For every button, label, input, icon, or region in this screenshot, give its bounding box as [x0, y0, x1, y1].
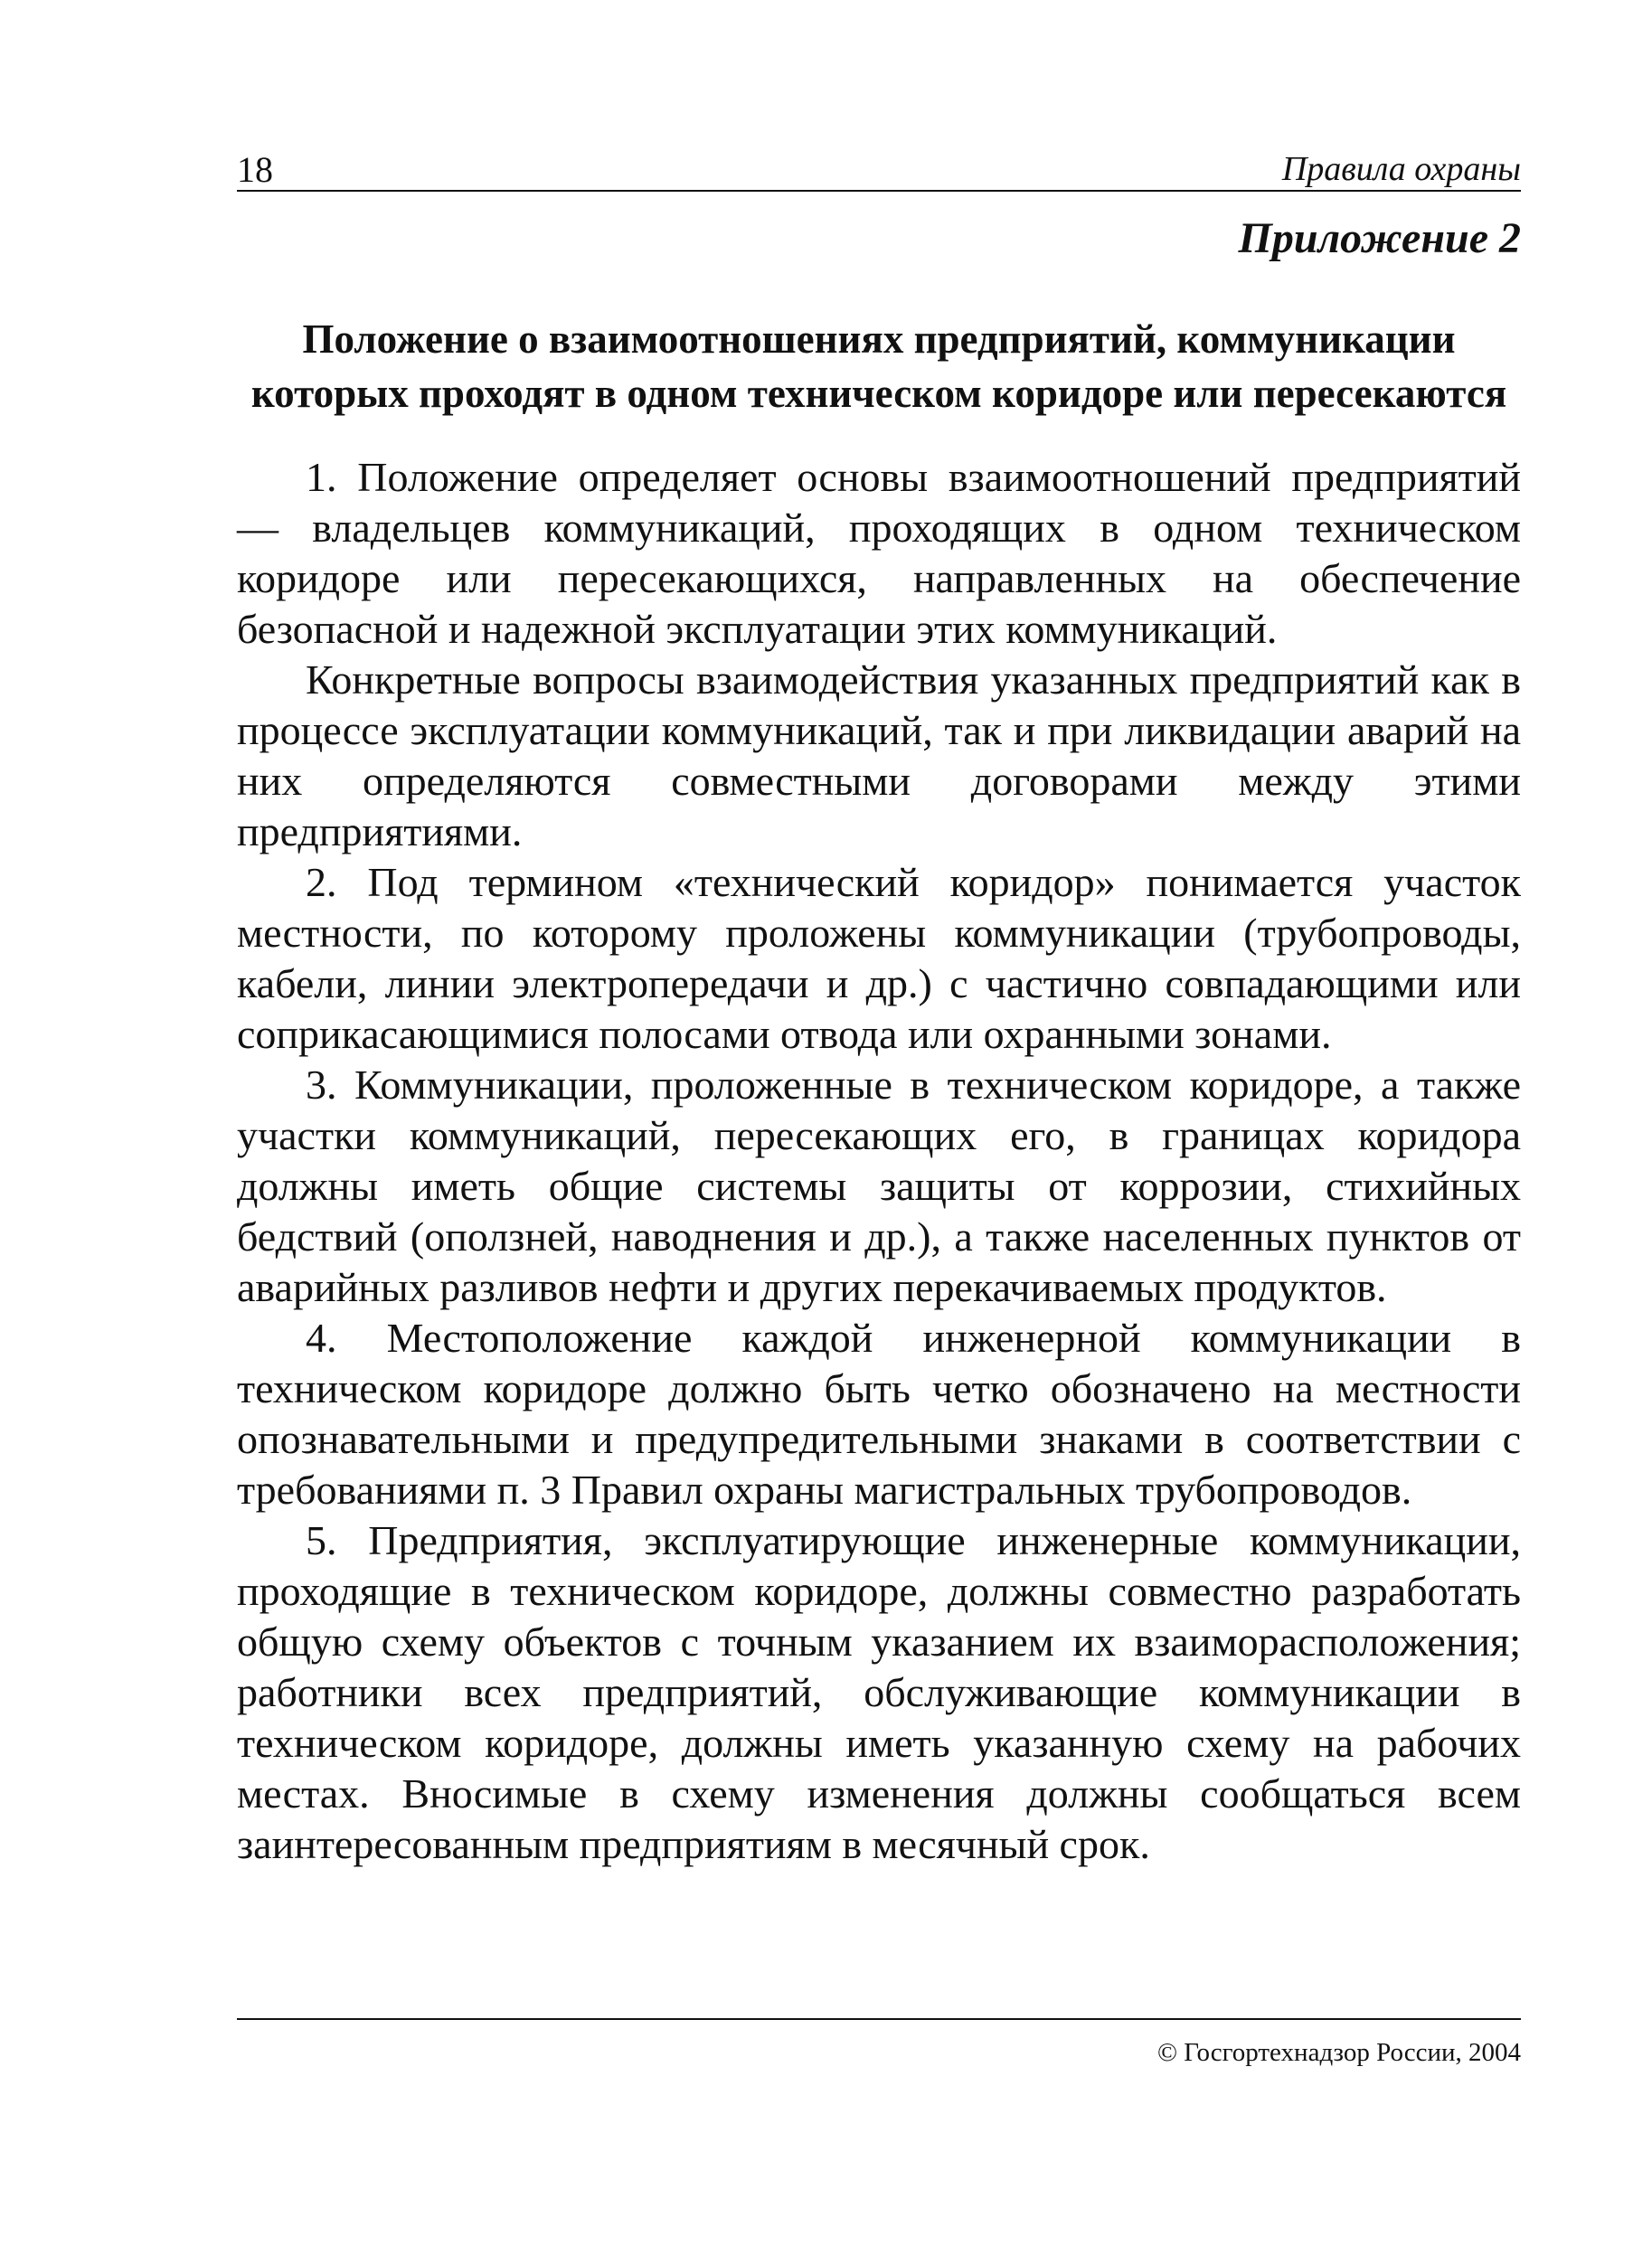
document-title-line-1: Положение о взаимоотношениях предприятий, коммуникации: [302, 316, 1456, 362]
running-title: Правила охраны: [1281, 150, 1521, 188]
paragraph-6: 5. Предприятия, эксплуатирующие инженерные коммуникации, проходящие в техническом коридоре, должны совместно разработать общую схему объектов с точным указанием их взаиморасположения; работники всех предприятий, обслуживающие коммуникации в техническом коридоре, должны иметь указанную схему на рабочих местах. Вносимые в схему изменения должны сообщаться всем заинтересованным предприятиям в месячный срок.: [237, 1517, 1521, 1867]
paragraph-4: 3. Коммуникации, проложенные в техническом коридоре, а также участки коммуникаций, пересекающих его, в границах коридора должны иметь общие системы защиты от коррозии, стихийных бедствий (оползней, наводнения и др.), а также населенных пунктов от аварийных разливов нефти и других перекачиваемых продуктов.: [237, 1062, 1521, 1310]
appendix-label: Приложение 2: [1238, 214, 1521, 262]
paragraph-5: 4. Местоположение каждой инженерной коммуникации в техническом коридоре должно быть четко обозначено на местности опознавательными и предупредительными знаками в соответствии с требованиями п. 3 Правил охраны магистральных трубопроводов.: [237, 1315, 1521, 1513]
paragraph-2: Конкретные вопросы взаимодействия указанных предприятий как в процессе эксплуатации коммуникаций, так и при ликвидации аварий на них определяются совместными договорами между этими предприятиями.: [237, 656, 1521, 854]
document-title: [237, 312, 1521, 420]
copyright-notice: © Госгортехнадзор России, 2004: [1157, 2038, 1521, 2067]
page-header: [237, 148, 1521, 192]
paragraph-3: 2. Под термином «технический коридор» понимается участок местности, по которому проложены коммуникации (трубопроводы, кабели, линии электропередачи и др.) с частично совпадающими или соприкасающимися полосами отвода или охранными зонами.: [237, 859, 1521, 1057]
document-title-line-2: которых проходят в одном техническом коридоре или пересекаются: [250, 371, 1507, 416]
page-number: 18: [237, 149, 273, 190]
document-body: [237, 452, 1521, 1870]
paragraph-1: 1. Положение определяет основы взаимоотношений предприятий — владельцев коммуникаций, проходящих в одном техническом коридоре или пересекающихся, направленных на обеспечение безопасной и надежной эксплуатации этих коммуникаций.: [237, 454, 1521, 652]
footer-divider: [237, 2018, 1521, 2020]
